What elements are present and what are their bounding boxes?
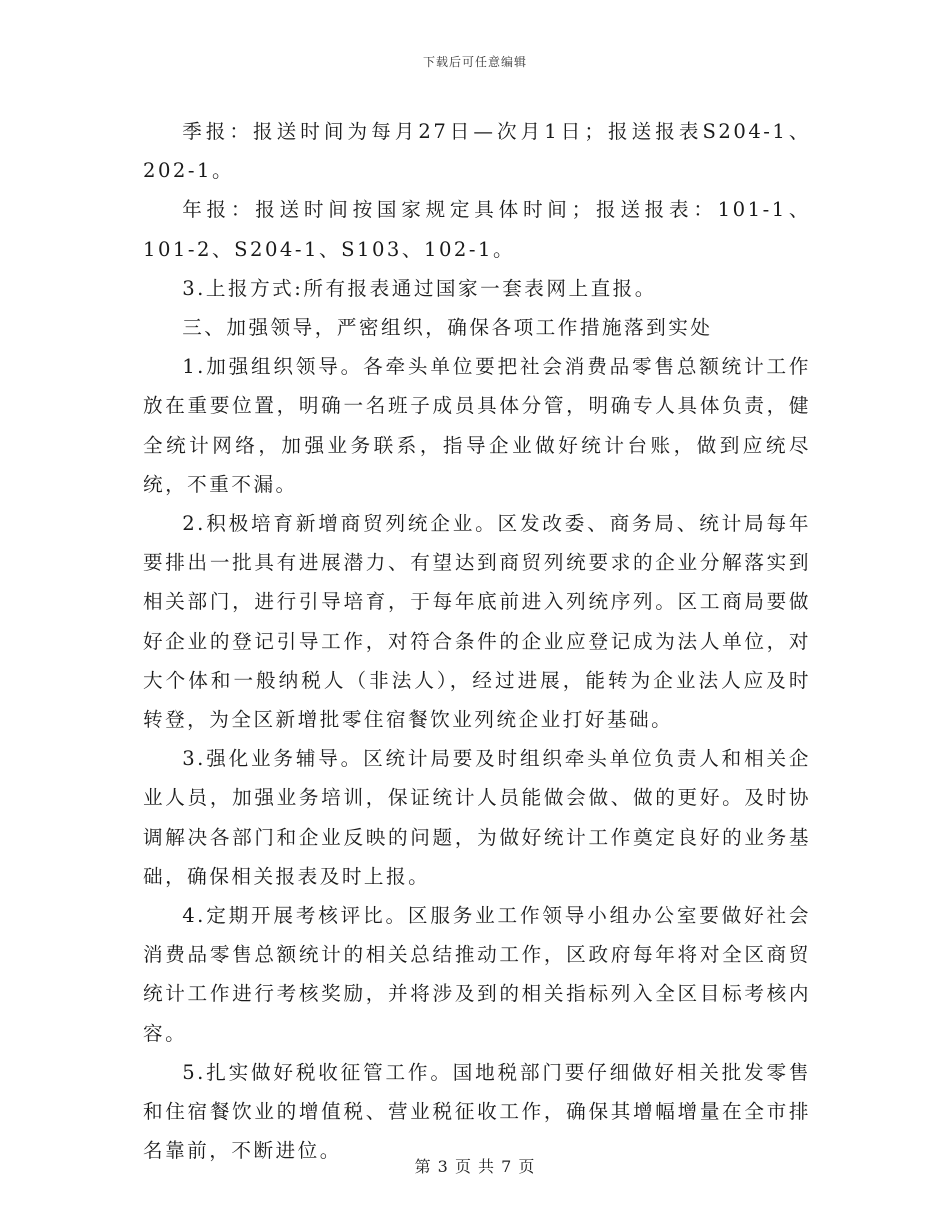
paragraph-annual-report: 年报：报送时间按国家规定具体时间；报送报表：101-1、101-2、S204-1、S103、102-1。 [143, 198, 811, 261]
paragraph-reporting-method: 3.上报方式:所有报表通过国家一套表网上直报。 [182, 276, 657, 300]
paragraph-item-3: 3.强化业务辅导。区统计局要及时组织牵头单位负责人和相关企业人员，加强业务培训，保证统计人员能做会做、做的更好。及时协调解决各部门和企业反映的问题，为做好统计工作奠定良好的业务基础，确保相关报表及时上报。 [143, 747, 811, 888]
paragraph-item-4: 4.定期开展考核评比。区服务业工作领导小组办公室要做好社会消费品零售总额统计的相关总结推动工作，区政府每年将对全区商贸统计工作进行考核奖励，并将涉及到的相关指标列入全区目标考核内容。 [143, 904, 811, 1045]
page-number-footer: 第 3 页 共 7 页 [414, 1157, 536, 1176]
document-body [143, 112, 811, 1170]
paragraph-item-1: 1.加强组织领导。各牵头单位要把社会消费品零售总额统计工作放在重要位置，明确一名班子成员具体分管，明确专人具体负责，健全统计网络，加强业务联系，指导企业做好统计台账，做到应统尽统，不重不漏。 [143, 355, 811, 496]
section-heading-3: 三、加强领导，严密组织，确保各项工作措施落到实处 [182, 316, 713, 340]
page-header-note: 下载后可任意编辑 [422, 55, 527, 69]
paragraph-item-5: 5.扎实做好税收征管工作。国地税部门要仔细做好相关批发零售和住宿餐饮业的增值税、营业税征收工作，确保其增幅增量在全市排名靠前，不断进位。 [143, 1060, 811, 1163]
paragraph-quarterly-report: 季报：报送时间为每月27日—次月1日；报送报表S204-1、202-1。 [143, 120, 811, 183]
paragraph-item-2: 2.积极培育新增商贸列统企业。区发改委、商务局、统计局每年要排出一批具有进展潜力、有望达到商贸列统要求的企业分解落实到相关部门，进行引导培育，于每年底前进入列统序列。区工商局要做好企业的登记引导工作，对符合条件的企业应登记成为法人单位，对大个体和一般纳税人（非法人），经过进展，能转为企业法人应及时转登，为全区新增批零住宿餐饮业列统企业打好基础。 [143, 512, 811, 732]
